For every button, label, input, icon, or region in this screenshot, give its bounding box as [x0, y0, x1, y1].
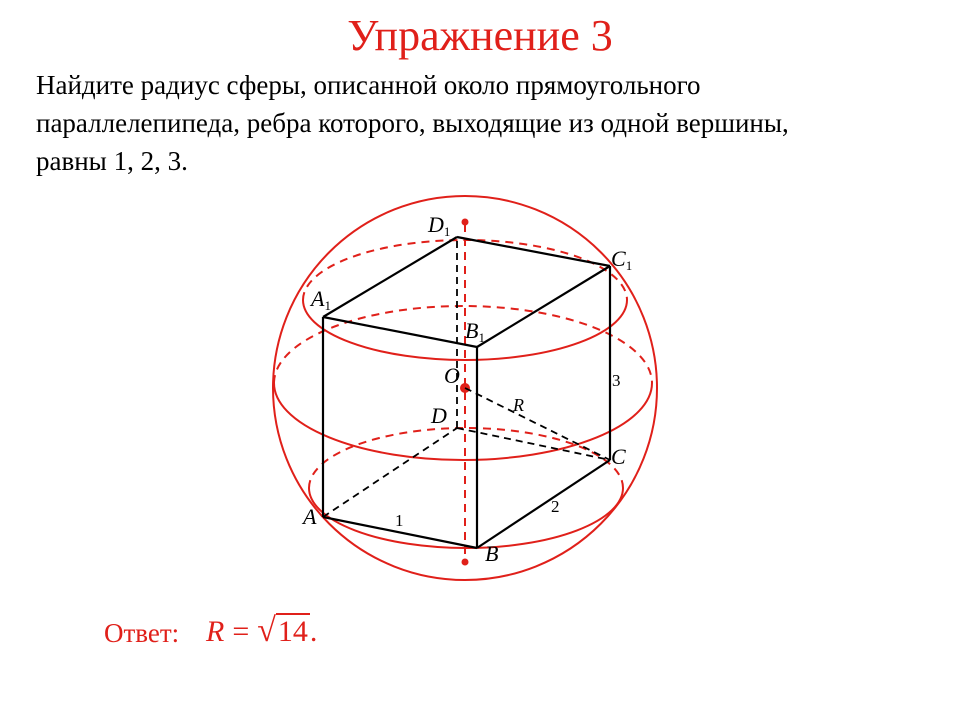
edge-A-D	[323, 428, 457, 517]
edge-length-BC: 2	[551, 497, 560, 516]
vertex-label-D1: D1	[428, 212, 451, 239]
slide-title: Упражнение 3	[347, 11, 613, 60]
center-label-O: O	[444, 363, 460, 388]
edge-D1-A1	[323, 237, 457, 317]
answer-label: Ответ:	[104, 618, 180, 648]
answer-period: .	[309, 615, 318, 648]
sqrt-sign: √	[257, 612, 276, 649]
vertex-label-B: B	[485, 541, 499, 566]
problem-line-2: параллелепипеда, ребра которого, выходящие из одной вершины,	[36, 108, 789, 138]
problem-line-1: Найдите радиус сферы, описанной около прямоугольного	[36, 70, 701, 100]
edge-length-AB: 1	[395, 511, 404, 530]
edge-C1-D1	[457, 237, 610, 266]
answer-equals: =	[232, 615, 250, 648]
radius-label-R: R	[513, 395, 524, 415]
edge-A1-B1	[323, 317, 477, 347]
answer-radicand: 14	[277, 615, 308, 648]
edge-length-CC1: 3	[612, 371, 621, 390]
vertex-label-C: C	[611, 444, 626, 469]
answer-variable: R	[206, 615, 225, 648]
vertex-label-A1: A1	[311, 286, 331, 313]
box-hidden-edges	[323, 237, 610, 517]
equator-front	[274, 383, 652, 460]
top-pole-point	[462, 219, 469, 226]
vertex-label-B1: B1	[465, 318, 485, 345]
vertex-label-A: A	[303, 504, 317, 529]
problem-line-3: равны 1, 2, 3.	[36, 146, 188, 176]
vertex-label-D: D	[431, 403, 447, 428]
segment-O-C-radius	[465, 388, 610, 460]
vertex-label-C1: C1	[611, 246, 633, 273]
bottom-pole-point	[462, 559, 469, 566]
answer-formula	[206, 612, 317, 650]
